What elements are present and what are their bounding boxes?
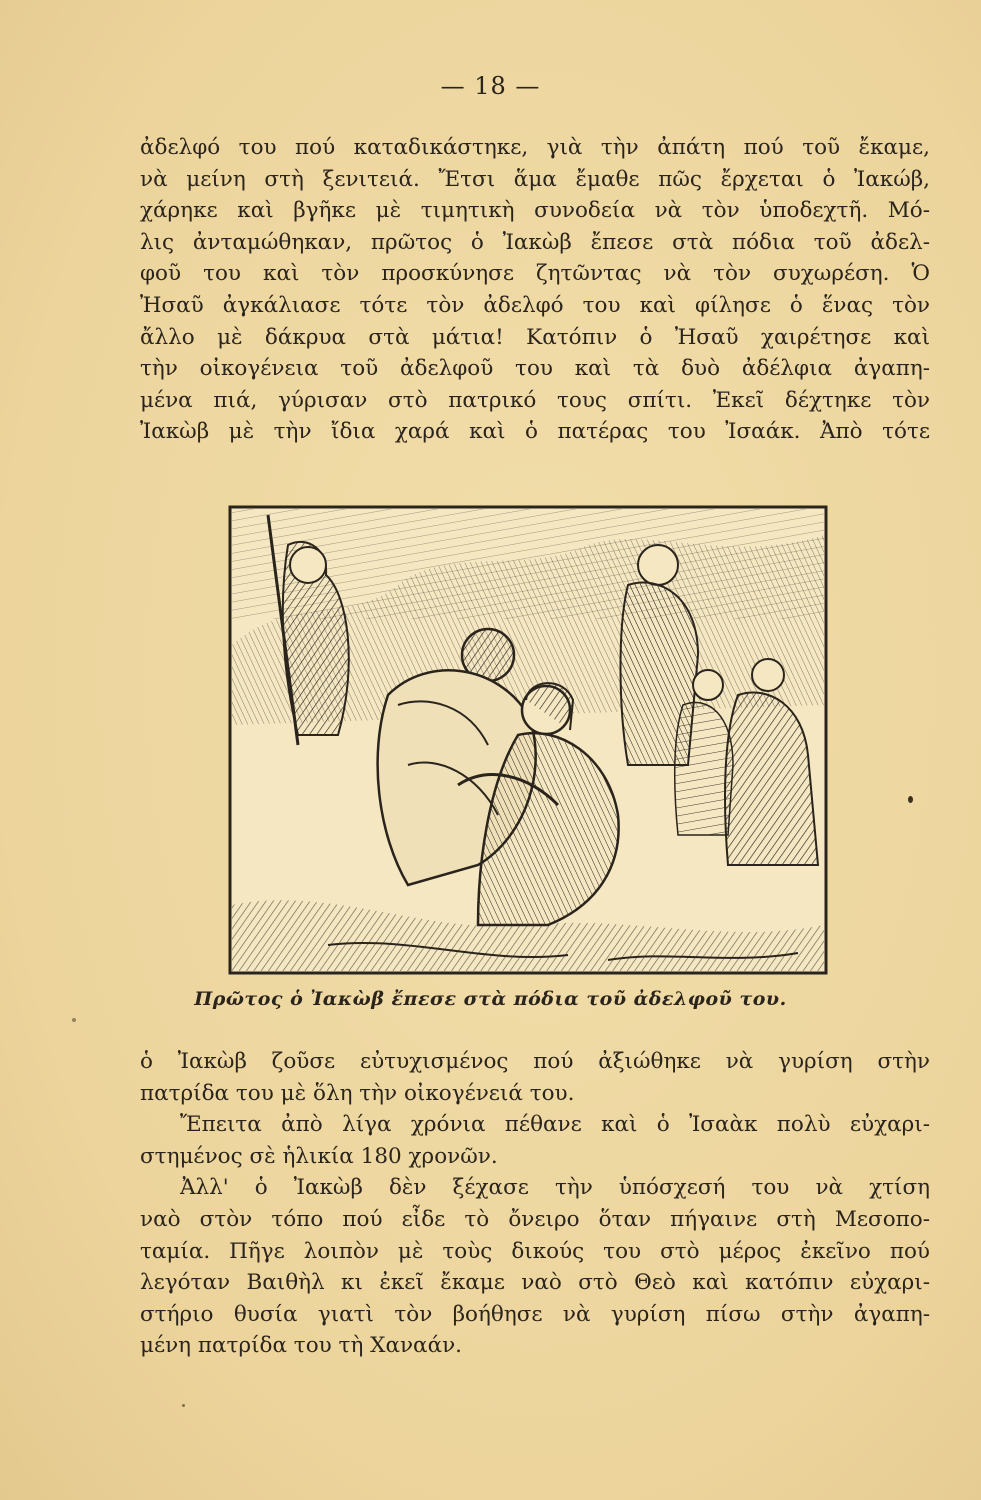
- text-line: Ἔπειτα ἀπὸ λίγα χρόνια πέθανε καὶ ὁ Ἰσαὰκ πολὺ εὐχαρι-: [180, 1112, 930, 1138]
- text-line: ταμία. Πῆγε λοιπὸν μὲ τοὺς δικούς του στὸ μέρος ἐκεῖνο πού: [140, 1238, 930, 1264]
- text-line: μένη πατρίδα του τὴ Χαναάν.: [140, 1333, 462, 1359]
- text-line: Ἠσαῦ ἀγκάλιασε τότε τὸν ἀδελφό του καὶ φίλησε ὁ ἕνας τὸν: [140, 292, 930, 318]
- page-number: — 18 —: [440, 72, 541, 100]
- ink-speck: [72, 1018, 76, 1022]
- ink-speck: [182, 1404, 185, 1407]
- text-line: λεγόταν Βαιθὴλ κι ἐκεῖ ἔκαμε ναὸ στὸ Θεὸ καὶ κατόπιν εὐχαρι-: [140, 1270, 930, 1296]
- text-line: μένα πιά, γύρισαν στὸ πατρικό τους σπίτι. Ἐκεῖ δέχτηκε τὸν: [140, 387, 930, 413]
- text-line: στημένος σὲ ἡλικία 180 χρονῶν.: [140, 1143, 498, 1169]
- text-line: φοῦ του καὶ τὸν προσκύνησε ζητῶντας νὰ τὸν συχωρέση. Ὁ: [140, 261, 930, 287]
- text-line: χάρηκε καὶ βγῆκε μὲ τιμητικὴ συνοδεία νὰ τὸν ὑποδεχτῆ. Μό-: [140, 198, 930, 224]
- text-line: ναὸ στὸν τόπο πού εἶδε τὸ ὄνειρο ὅταν πήγαινε στὴ Μεσοπο-: [140, 1206, 930, 1232]
- paragraph-top: [140, 132, 930, 448]
- text-line: ὁ Ἰακὼβ ζοῦσε εὐτυχισμένος πού ἀξιώθηκε νὰ γυρίση στὴν: [140, 1049, 930, 1074]
- text-line: στήριο θυσία γιατὶ τὸν βοήθησε νὰ γυρίση πίσω στὴν ἀγαπη-: [140, 1301, 930, 1327]
- paragraph-bottom: [140, 1046, 930, 1362]
- text-line: Ἰακὼβ μὲ τὴν ἴδια χαρά καὶ ὁ πατέρας του Ἰσαάκ. Ἀπὸ τότε: [140, 419, 930, 445]
- figure-caption: Πρῶτος ὁ Ἰακὼβ ἔπεσε στὰ πόδια τοῦ ἀδελφοῦ του.: [194, 988, 787, 1010]
- text-line: ἄλλο μὲ δάκρυα στὰ μάτια! Κατόπιν ὁ Ἠσαῦ χαιρέτησε καὶ: [140, 324, 930, 350]
- text-line: λις ἀνταμώθηκαν, πρῶτος ὁ Ἰακὼβ ἔπεσε στὰ πόδια τοῦ ἀδελ-: [140, 229, 930, 255]
- text-line: Ἀλλ' ὁ Ἰακὼβ δὲν ξέχασε τὴν ὑπόσχεσή του νὰ χτίση: [180, 1175, 930, 1201]
- text-line: τὴν οἰκογένεια τοῦ ἀδελφοῦ του καὶ τὰ δυὸ ἀδέλφια ἀγαπη-: [140, 356, 930, 382]
- engraving-illustration-icon: [228, 505, 828, 975]
- text-line: πατρίδα του μὲ ὅλη τὴν οἰκογένειά του.: [140, 1080, 575, 1106]
- text-line: νὰ μείνη στὴ ξενιτειά. Ἔτσι ἅμα ἔμαθε πῶς ἔρχεται ὁ Ἰακώβ,: [140, 166, 930, 192]
- text-line: ἀδελφό του πού καταδικάστηκε, γιὰ τὴν ἀπάτη πού τοῦ ἔκαμε,: [140, 135, 930, 160]
- ink-speck: [908, 796, 913, 803]
